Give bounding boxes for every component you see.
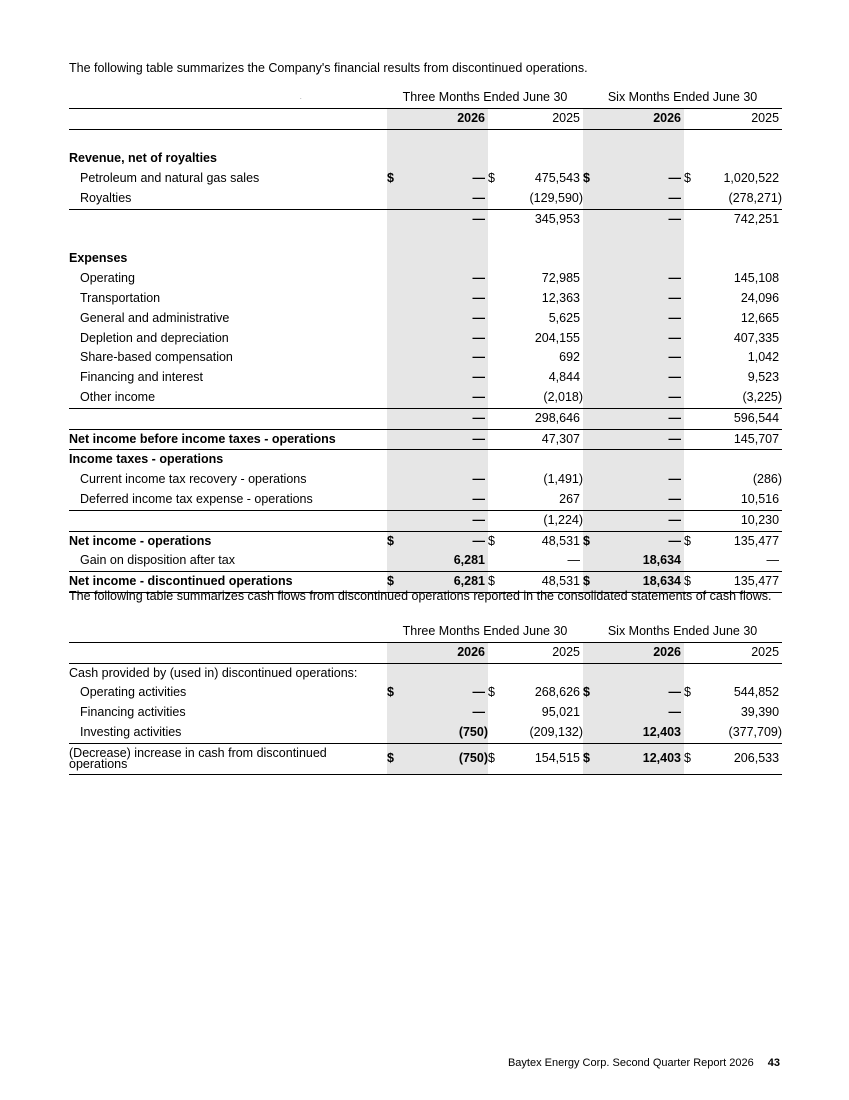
- row-label: Depletion and depreciation: [80, 330, 229, 345]
- cell-value: (129,590): [529, 190, 584, 205]
- table-row: [69, 683, 782, 703]
- tax-heading: Income taxes - operations: [69, 452, 224, 467]
- cell-value: 24,096: [740, 290, 780, 305]
- currency-symbol: $: [583, 743, 597, 774]
- year-header: 2026: [401, 108, 488, 129]
- cell-value: —: [401, 408, 488, 429]
- cell-value: —: [401, 189, 488, 209]
- cell-value: 48,531: [541, 533, 581, 548]
- row-label: Royalties: [80, 190, 132, 205]
- cell-value: 12,403: [597, 723, 684, 743]
- row-label: Net income - discontinued operations: [69, 572, 387, 593]
- cashflows-intro: The following table summarizes cash flows from discontinued operations reported in the consolidated statements of cash flows.: [69, 589, 772, 603]
- cell-value: 95,021: [541, 705, 581, 720]
- currency-symbol: $: [488, 533, 495, 548]
- cell-value: —: [597, 209, 684, 229]
- year-header: 2026: [597, 108, 684, 129]
- cell-value: —: [401, 289, 488, 309]
- cell-value: —: [597, 703, 684, 723]
- cell-value: —: [401, 348, 488, 368]
- table-row: [69, 368, 782, 388]
- three-months-header: Three Months Ended June 30: [387, 88, 583, 108]
- cell-value: 18,634: [597, 551, 684, 571]
- cell-value: 6,281: [401, 572, 488, 593]
- currency-symbol: $: [684, 171, 691, 186]
- six-months-header: Six Months Ended June 30: [583, 622, 782, 642]
- cell-value: 345,953: [498, 209, 583, 229]
- discontinued-cashflows-table: [69, 622, 782, 775]
- currency-symbol: $: [583, 169, 597, 189]
- cell-value: (3,225): [742, 389, 783, 404]
- table-row: [69, 169, 782, 189]
- cell-value: 596,544: [694, 408, 782, 429]
- page-footer: [490, 1057, 780, 1069]
- cell-value: —: [597, 329, 684, 349]
- cell-value: —: [597, 388, 684, 408]
- row-label: Current income tax recovery - operations: [80, 472, 307, 487]
- cell-value: (2,018): [543, 389, 584, 404]
- currency-symbol: $: [387, 531, 401, 551]
- cell-value: —: [597, 269, 684, 289]
- cell-value: 204,155: [534, 330, 581, 345]
- currency-symbol: $: [488, 171, 495, 186]
- subtotal-row: [69, 510, 782, 531]
- year-header: 2026: [597, 642, 684, 663]
- cell-value: 135,477: [694, 572, 782, 593]
- section-heading-row: [69, 149, 782, 169]
- results-intro: The following table summarizes the Company's financial results from discontinued operations.: [69, 61, 588, 75]
- cell-value: —: [597, 490, 684, 510]
- cell-value: (750): [401, 743, 488, 774]
- currency-symbol: $: [583, 683, 597, 703]
- cell-value: 12,403: [597, 743, 684, 774]
- cell-value: —: [401, 531, 488, 551]
- cell-value: —: [401, 329, 488, 349]
- currency-symbol: $: [488, 572, 498, 593]
- year-header: 2026: [401, 642, 488, 663]
- stray-dot: .: [300, 95, 302, 101]
- year-header: 2025: [694, 108, 782, 129]
- cell-value: 1,042: [747, 350, 780, 365]
- currency-symbol: $: [387, 572, 401, 593]
- table-row: [69, 329, 782, 349]
- year-header-row: [69, 642, 782, 663]
- period-header-row: [69, 88, 782, 108]
- cell-value: 267: [559, 491, 581, 506]
- cell-value: —: [597, 510, 684, 531]
- cell-value: 407,335: [733, 330, 780, 345]
- period-header-row: [69, 622, 782, 642]
- cell-value: 10,516: [740, 491, 780, 506]
- cell-value: —: [597, 289, 684, 309]
- cell-value: 268,626: [534, 685, 581, 700]
- row-label: Deferred income tax expense - operations: [80, 491, 313, 506]
- cell-value: —: [597, 169, 684, 189]
- currency-symbol: $: [684, 533, 691, 548]
- row-label: (Decrease) increase in cash from discontinued operations: [69, 743, 387, 774]
- cell-value: —: [401, 309, 488, 329]
- table-row: [69, 269, 782, 289]
- cell-value: —: [597, 470, 684, 490]
- cell-value: (377,709): [694, 723, 782, 743]
- page-number: 43: [767, 1057, 780, 1069]
- year-header: 2025: [694, 642, 782, 663]
- cell-value: 298,646: [498, 408, 583, 429]
- currency-symbol: $: [387, 743, 401, 774]
- row-label: Financing activities: [80, 705, 186, 720]
- table-row: [69, 189, 782, 209]
- cell-value: 544,852: [733, 685, 780, 700]
- cell-value: 154,515: [498, 743, 583, 774]
- table-row: [69, 348, 782, 368]
- cell-value: 4,844: [548, 370, 581, 385]
- cell-value: 145,108: [733, 271, 780, 286]
- currency-symbol: $: [583, 572, 597, 593]
- cell-value: (286): [752, 472, 783, 487]
- cell-value: —: [597, 309, 684, 329]
- row-label: General and administrative: [80, 310, 230, 325]
- row-label: Other income: [80, 389, 156, 404]
- cell-value: 47,307: [498, 429, 583, 450]
- cell-value: —: [401, 470, 488, 490]
- currency-symbol: $: [387, 683, 401, 703]
- cell-value: —: [597, 531, 684, 551]
- section-heading-row: [69, 663, 782, 683]
- cell-value: 206,533: [694, 743, 782, 774]
- cell-value: 39,390: [740, 705, 780, 720]
- table-row: [69, 551, 782, 571]
- row-label: Financing and interest: [80, 370, 203, 385]
- cell-value: 18,634: [597, 572, 684, 593]
- cashflow-heading: Cash provided by (used in) discontinued operations:: [69, 665, 358, 680]
- currency-symbol: $: [684, 572, 694, 593]
- table-row: [69, 490, 782, 510]
- cell-value: 10,230: [694, 510, 782, 531]
- cell-value: —: [401, 510, 488, 531]
- cell-value: —: [694, 551, 782, 571]
- cell-value: 12,665: [740, 310, 780, 325]
- cell-value: —: [597, 189, 684, 209]
- cell-value: 72,985: [541, 271, 581, 286]
- cell-value: 48,531: [498, 572, 583, 593]
- cell-value: —: [401, 269, 488, 289]
- cell-value: 475,543: [534, 171, 581, 186]
- section-heading-row: [69, 450, 782, 470]
- cell-value: —: [401, 368, 488, 388]
- table-row: [69, 703, 782, 723]
- cell-value: 12,363: [541, 290, 581, 305]
- cell-value: (1,224): [498, 510, 583, 531]
- three-months-header: Three Months Ended June 30: [387, 622, 583, 642]
- cell-value: (278,271): [728, 190, 783, 205]
- subtotal-row: [69, 209, 782, 229]
- cell-value: 1,020,522: [723, 171, 780, 186]
- cell-value: —: [597, 429, 684, 450]
- total-row: [69, 429, 782, 450]
- report-title: Baytex Energy Corp. Second Quarter Report 2026: [507, 1057, 754, 1069]
- cell-value: —: [597, 683, 684, 703]
- six-months-header: Six Months Ended June 30: [583, 88, 782, 108]
- cell-value: (1,491): [543, 472, 584, 487]
- cell-value: 692: [559, 350, 581, 365]
- row-label: Transportation: [80, 290, 161, 305]
- table-row: [69, 309, 782, 329]
- table-row: [69, 388, 782, 408]
- year-header: 2025: [498, 108, 583, 129]
- cell-value: —: [597, 408, 684, 429]
- revenue-heading: Revenue, net of royalties: [69, 151, 217, 166]
- row-label: Petroleum and natural gas sales: [80, 171, 260, 186]
- grand-total-row: [69, 743, 782, 774]
- row-label: Operating: [80, 271, 135, 286]
- cell-value: —: [401, 683, 488, 703]
- row-label: Net income before income taxes - operations: [69, 429, 387, 450]
- cell-value: —: [401, 703, 488, 723]
- discontinued-results-table: [69, 88, 782, 593]
- currency-symbol: $: [488, 743, 498, 774]
- cell-value: —: [401, 429, 488, 450]
- year-header-row: [69, 108, 782, 129]
- table-row: [69, 470, 782, 490]
- cell-value: 135,477: [733, 533, 780, 548]
- cell-value: —: [597, 348, 684, 368]
- row-label: Investing activities: [69, 723, 387, 743]
- currency-symbol: $: [583, 531, 597, 551]
- cell-value: 742,251: [694, 209, 782, 229]
- cell-value: —: [401, 388, 488, 408]
- row-label: Operating activities: [80, 685, 187, 700]
- cell-value: 6,281: [401, 551, 488, 571]
- currency-symbol: $: [684, 743, 694, 774]
- cell-value: 5,625: [548, 310, 581, 325]
- cell-value: (209,132): [498, 723, 583, 743]
- expenses-heading: Expenses: [69, 251, 128, 266]
- cell-value: —: [401, 169, 488, 189]
- year-header: 2025: [498, 642, 583, 663]
- cell-value: —: [498, 551, 583, 571]
- total-row: [69, 531, 782, 551]
- cell-value: 145,707: [694, 429, 782, 450]
- cell-value: 9,523: [747, 370, 780, 385]
- cell-value: —: [597, 368, 684, 388]
- subtotal-row: [69, 408, 782, 429]
- table-row: [69, 723, 782, 743]
- row-label: Net income - operations: [69, 533, 212, 548]
- currency-symbol: $: [684, 685, 691, 700]
- row-label: Share-based compensation: [80, 350, 233, 365]
- currency-symbol: $: [387, 169, 401, 189]
- cell-value: —: [401, 209, 488, 229]
- cell-value: (750): [401, 723, 488, 743]
- cell-value: —: [401, 490, 488, 510]
- table-row: [69, 289, 782, 309]
- row-label: Gain on disposition after tax: [69, 551, 387, 571]
- currency-symbol: $: [488, 685, 495, 700]
- section-heading-row: [69, 249, 782, 269]
